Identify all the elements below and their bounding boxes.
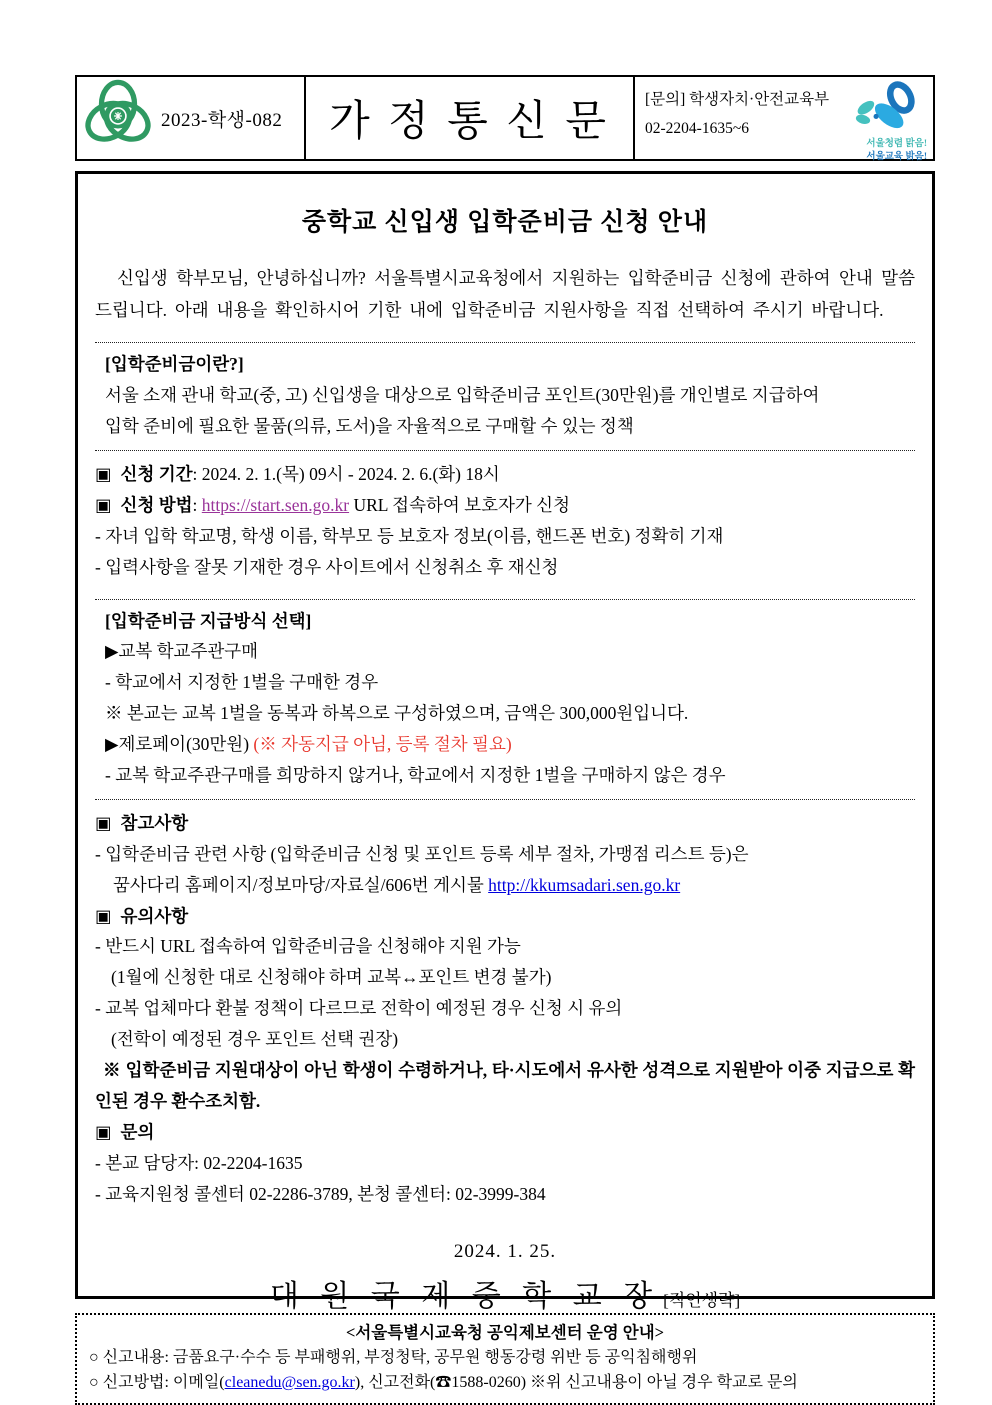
contact-department: [문의] 학생자치·안전교육부: [645, 91, 830, 108]
payment-box-title: [입학준비금 지급방식 선택]: [105, 610, 312, 631]
method-note-2: - 입력사항을 잘못 기재한 경우 사이트에서 신청취소 후 재신청: [95, 556, 559, 577]
header-table: [75, 75, 935, 161]
slogan-line-1: 서울청렴 맑음!: [866, 139, 927, 149]
reference-line-1: - 입학준비금 관련 사항 (입학준비금 신청 및 포인트 등록 세부 절차, 가맹점 리스트 등)은: [95, 844, 749, 865]
report-center-box: [75, 1313, 935, 1405]
caution-header-row: [95, 901, 915, 932]
zeropay-warning: (※ 자동지급 아님, 등록 절차 필요): [253, 733, 512, 754]
contact-phone: 02-2204-1635~6: [645, 120, 749, 138]
reference-line-2: [95, 870, 915, 901]
method-note-1: - 자녀 입학 학교명, 학생 이름, 학부모 등 보호자 정보(이름, 핸드폰 번호) 정확히 기재: [95, 525, 724, 546]
inquiry-line-1: - 본교 담당자: 02-2204-1635: [95, 1152, 303, 1173]
report-method-suffix: ), 신고전화(☎1588-0260) ※위 신고내용이 아닐 경우 학교로 문의: [354, 1373, 798, 1391]
report-method-prefix: ○ 신고방법: 이메일(: [89, 1373, 225, 1391]
inquiry-line-2: - 교육지원청 콜센터 02-2286-3789, 본청 콜센터: 02-3999-384: [95, 1183, 546, 1204]
kkumsadari-link[interactable]: http://kkumsadari.sen.go.kr: [488, 874, 681, 895]
page-title: 중학교 신입생 입학준비금 신청 안내: [301, 209, 709, 236]
application-method-label: 신청 방법: [120, 495, 193, 516]
application-info: [95, 459, 915, 582]
what-is-box-title: [입학준비금이란?]: [105, 354, 244, 375]
payment-method-box: [95, 599, 915, 801]
report-center-title: <서울특별시교육청 공익제보센터 운영 안내>: [345, 1323, 665, 1342]
application-method-suffix: URL 접속하여 보호자가 신청: [349, 495, 570, 516]
caution-line-4: (전학이 예정된 경우 포인트 선택 권장): [111, 1028, 399, 1049]
application-method-colon: :: [192, 495, 202, 516]
payment-option-uniform-note-2: ※ 본교는 교복 1벌을 동복과 하복으로 구성하였으며, 금액은 300,000원입니다.: [105, 702, 689, 723]
contact-block: [645, 85, 829, 155]
reference-header: 참고사항: [120, 813, 189, 834]
document-number: 2023-학생-082: [161, 109, 283, 131]
application-url-link[interactable]: https://start.sen.go.kr: [201, 495, 350, 516]
header-title-cell: [306, 77, 635, 159]
signature-line: [95, 1271, 915, 1315]
seoul-education-brand: [829, 81, 929, 162]
application-period-label: 신청 기간: [120, 464, 193, 485]
application-period-value: : 2024. 2. 1.(목) 09시 - 2024. 2. 6.(화) 18시: [192, 464, 500, 485]
reference-section: [95, 808, 915, 1209]
reference-line-2-text: 꿈사다리 홈페이지/정보마당/자료실/606번 게시물: [113, 874, 489, 895]
double-payment-warning: ※ 입학준비금 지원대상이 아닌 학생이 수령하거나, 타·시도에서 유사한 성격으로 지원받아 이중 지급으로 확인된 경우 환수조치함.: [95, 1059, 915, 1111]
notice-body: [75, 171, 935, 1314]
report-email-link[interactable]: cleanedu@sen.go.kr: [224, 1373, 355, 1391]
intro-paragraph: 신입생 학부모님, 안녕하십니까? 서울특별시교육청에서 지원하는 입학준비금 신청에 관하여 안내 말씀드립니다. 아래 내용을 확인하시어 기한 내에 입학준비금 지원사항을 직접 선택하여 주시기 바랍니다.: [95, 268, 915, 321]
payment-option-uniform: ▶교복 학교주관구매: [105, 641, 259, 662]
zeropay-label: ▶제로페이(30만원): [105, 733, 254, 754]
what-is-line-1: 서울 소재 관내 학교(중, 고) 신입생을 대상으로 입학준비금 포인트(30만원)를 개인별로 지급하여: [105, 384, 820, 405]
slogan-line-2: 서울교육 밝음!: [866, 151, 927, 162]
principal-signature: 대 원 국 제 중 학 교 장: [269, 1280, 660, 1314]
newsletter-title: 가 정 통 신 문: [329, 99, 610, 145]
caution-line-1: - 반드시 URL 접속하여 입학준비금을 신청해야 지원 가능: [95, 936, 521, 957]
report-method-line: [89, 1371, 921, 1396]
school-emblem-icon: [85, 77, 151, 160]
payment-option-zeropay-note: - 교복 학교주관구매를 희망하지 않거나, 학교에서 지정한 1벌을 구매하지 않은 경우: [105, 764, 726, 785]
caution-header: 유의사항: [120, 905, 189, 926]
butterfly-logo-icon: [847, 81, 927, 138]
caution-line-2: (1월에 신청한 대로 신청해야 하며 교복↔포인트 변경 불가): [111, 967, 552, 988]
header-left-cell: [77, 77, 306, 159]
inquiry-header-row: [95, 1117, 915, 1148]
what-is-line-2: 입학 준비에 필요한 물품(의류, 도서)을 자율적으로 구매할 수 있는 정책: [105, 415, 634, 436]
notice-date: 2024. 1. 25.: [453, 1241, 557, 1263]
header-right-cell: [635, 77, 933, 162]
square-bullet-icon: ▣: [95, 1121, 112, 1142]
seal-omitted-note: [직인생략]: [663, 1291, 741, 1311]
reference-header-row: [95, 808, 915, 839]
report-content-line: ○ 신고내용: 금품요구·수수 등 부패행위, 부정청탁, 공무원 행동강령 위반 등 공익침해행위: [89, 1348, 698, 1366]
inquiry-header: 문의: [120, 1121, 155, 1142]
square-bullet-icon: ▣: [95, 495, 112, 516]
what-is-box: [95, 342, 915, 451]
application-period-row: [95, 459, 915, 490]
payment-option-uniform-note-1: - 학교에서 지정한 1벌을 구매한 경우: [105, 672, 379, 693]
square-bullet-icon: ▣: [95, 905, 112, 926]
caution-line-3: - 교복 업체마다 환불 정책이 다르므로 전학이 예정된 경우 신청 시 유의: [95, 998, 623, 1019]
application-method-row: [95, 490, 915, 521]
payment-option-zeropay: [105, 729, 905, 760]
square-bullet-icon: ▣: [95, 464, 112, 485]
brand-slogan: [866, 138, 927, 164]
square-bullet-icon: ▣: [95, 813, 112, 834]
